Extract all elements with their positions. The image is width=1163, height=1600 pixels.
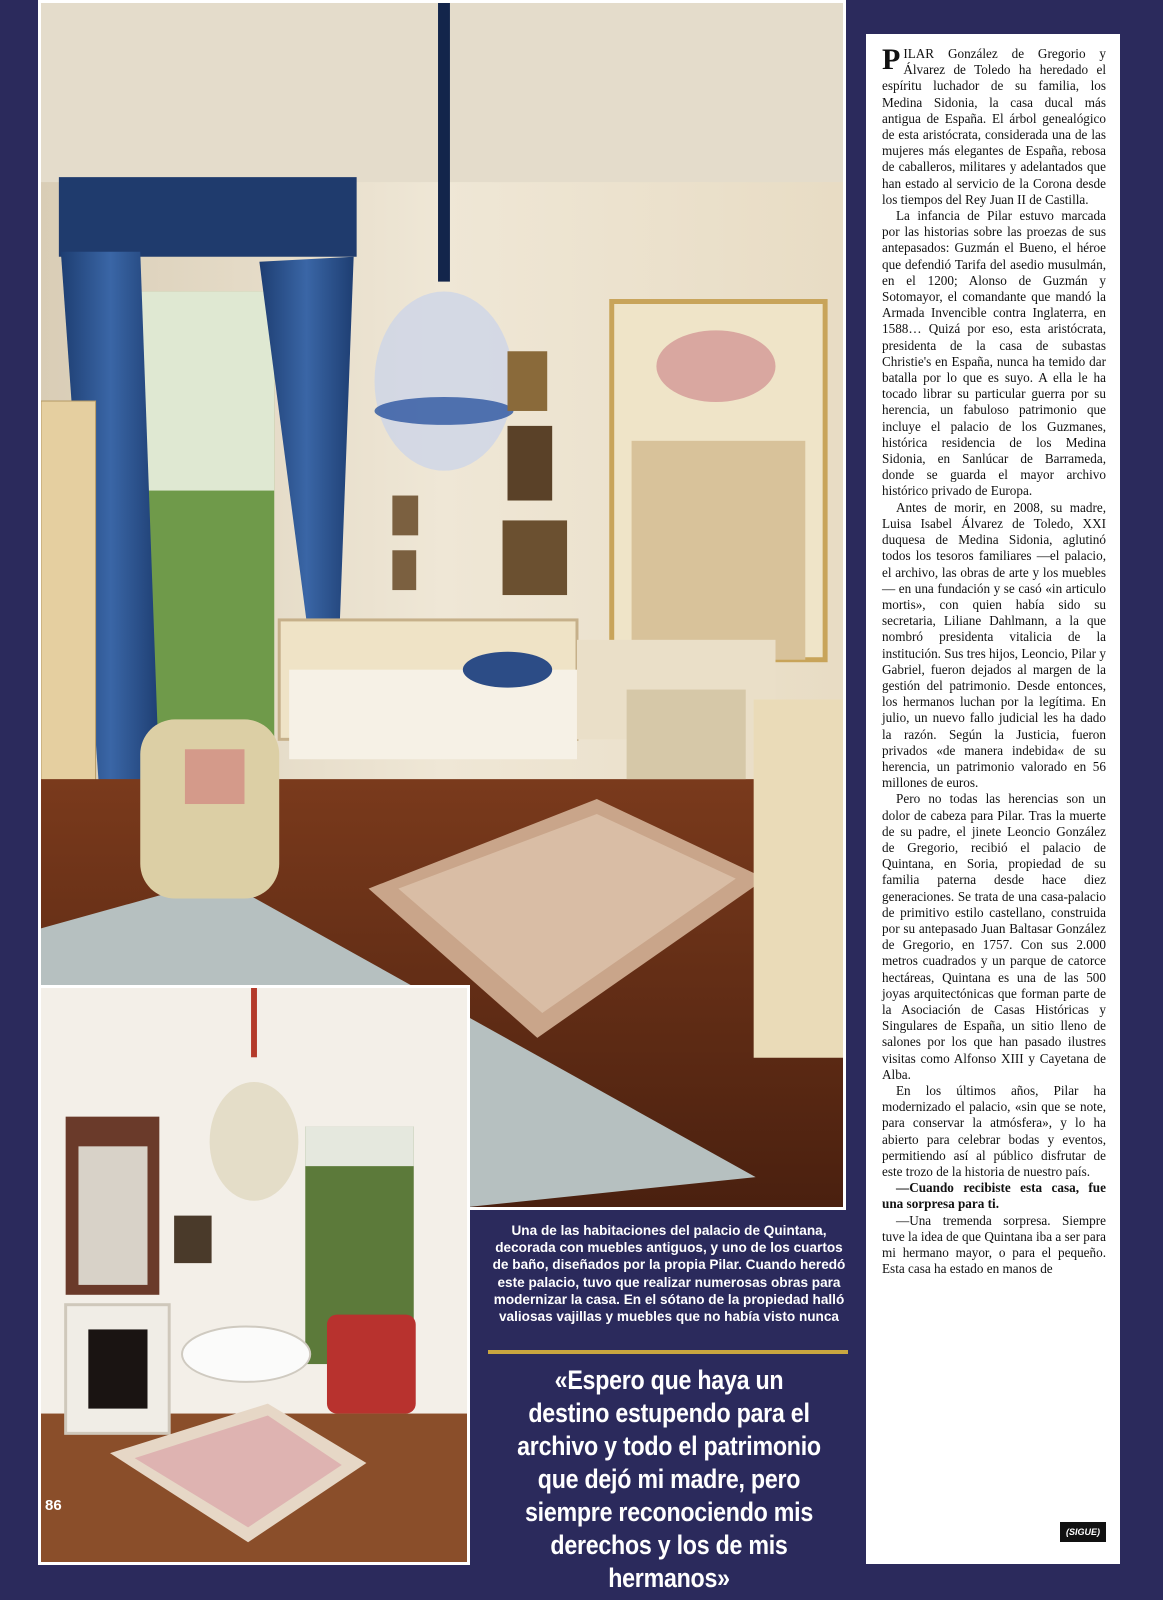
pull-quote: «Espero que haya un destino estupendo para el archivo y todo el patrimonio que dejó mi madre, pero siempre reconociendo mis derechos y los de mis hermanos»: [517, 1365, 821, 1593]
article-column: [866, 34, 1120, 1564]
photo-caption: Una de las habitaciones del palacio de Quintana, decorada con muebles antiguos, y uno de los cuartos de baño, diseñados por la propia Pilar. Cuando heredó este palacio, tuvo que realizar numerosas obras para modernizar la casa. En el sótano de la propiedad halló valiosas vajillas y muebles que no había visto nunca: [492, 1223, 846, 1325]
bathroom-photo: [38, 985, 470, 1565]
interview-answer: —Una tremenda sorpresa. Siempre tuve la idea de que Quintana iba a ser para mi hermano mayor, o para el pequeño. Esta casa ha estado en manos de: [882, 1212, 1106, 1277]
article-paragraph-text: ILAR González de Gregorio y Álvarez de Toledo ha heredado el espíritu luchador de su familia, los Medina Sidonia, la casa ducal más antigua de España. El árbol genealógico de esta aristócrata, considerada una de las mujeres más elegantes de España, rebosa de caballeros, militares y adelantados que han estado al servicio de la Corona desde los tiempos del Rey Juan II de Castilla.: [882, 46, 1106, 207]
continue-label: (SIGUE): [1060, 1522, 1106, 1542]
article-paragraph: [882, 43, 1106, 208]
article-paragraph: En los últimos años, Pilar ha modernizado el palacio, «sin que se note, para conservar la atmósfera», y lo ha abierto para celebrar bodas y eventos, permitiendo así al público disfrutar de este trozo de la historia de nuestro país.: [882, 1083, 1106, 1180]
page-number: 86: [45, 1497, 62, 1514]
article-paragraph: Pero no todas las herencias son un dolor de cabeza para Pilar. Tras la muerte de su padre, el jinete Leoncio González de Gregorio, recibió el palacio de Quintana, en Soria, propiedad de su familia paterna desde hace diez generaciones. Se trata de una casa-palacio de primitivo estilo castellano, construida por su antepasado Juan Baltasar González de Gregorio, en 1757. Con sus 2.000 metros cuadrados y un parque de catorce hectáreas, Quintana es una de las 500 joyas arquitectónicas que forman parte de la Asociación de Casas Históricas y Singulares de España, un sitio lleno de salones por los que han pasado ilustres visitas como Alfonso XIII y Cayetana de Alba.: [882, 791, 1106, 1082]
article-paragraph: Antes de morir, en 2008, su madre, Luisa Isabel Álvarez de Toledo, XXI duquesa de Medina Sidonia, aglutinó todos los tesoros familiares —el palacio, el archivo, las obras de arte y los muebles— en una fundación y se casó «in articulo mortis», con quien había sido su secretaria, Liliane Dahlmann, a la que nombró presidenta vitalicia de la institución. Sus tres hijos, Leoncio, Pilar y Gabriel, fueron dejados al margen de la gestión del patrimonio. Desde entonces, los hermanos luchan por la legítima. En julio, un nuevo fallo judicial les ha dado la razón. Según la Justicia, fueron privados «de manera indebida« de su herencia, un patrimonio valorado en 56 millones de euros.: [882, 499, 1106, 791]
gold-divider: [488, 1350, 848, 1354]
interview-question: —Cuando recibiste esta casa, fue una sorpresa para ti.: [882, 1180, 1106, 1212]
drop-cap: P: [882, 43, 901, 76]
article-paragraph: La infancia de Pilar estuvo marcada por las historias sobre las proezas de sus antepasados: Guzmán el Bueno, el héroe que defendió Tarifa del asedio musulmán, en el 1200; Alonso de Guzmán y Sotomayor, el comandante que mandó la Armada Invencible contra Inglaterra, en 1588… Quizá por eso, esta aristócrata, presidenta de la casa de subastas Christie's en España, nunca ha temido dar batalla por lo que es suyo. A ella le ha tocado librar su particular guerra por su herencia, un fabuloso patrimonio que incluye el palacio de los Guzmanes, histórica residencia de los Medina Sidonia, en Sanlúcar de Barrameda, donde se guarda el mayor archivo histórico privado de Europa.: [882, 208, 1106, 499]
